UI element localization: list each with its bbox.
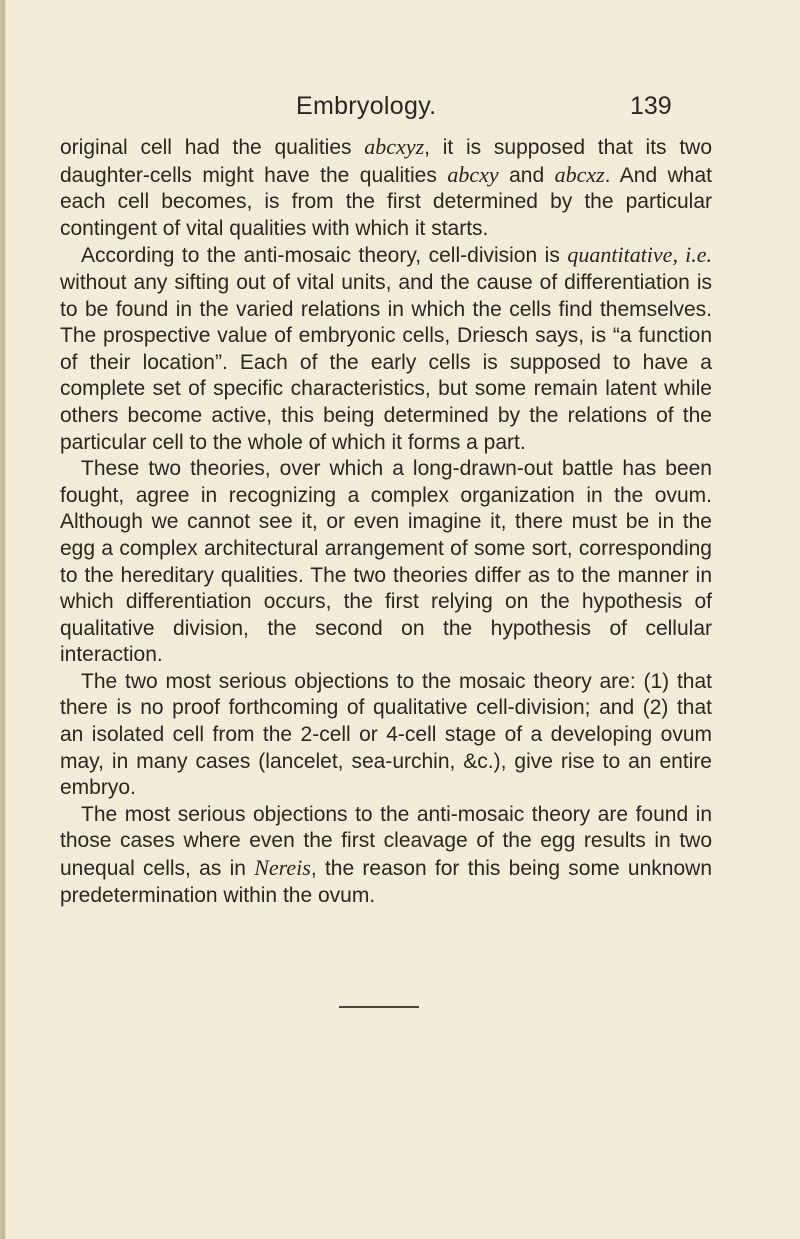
text-run: original cell had the qualities	[60, 136, 365, 159]
italic-run: Nereis	[254, 855, 311, 881]
italic-run: abcxz	[554, 161, 605, 187]
body-text	[60, 134, 712, 909]
text-run: According to the anti-mosaic theory, cell-division is	[81, 244, 568, 268]
book-page	[18, 0, 800, 1239]
text-run: . And what each cell becomes, is from the first determined by the particular contingent of vital qualities with which it starts.	[60, 163, 712, 240]
paragraph-1	[60, 134, 712, 242]
text-run: and	[498, 163, 555, 187]
end-rule-divider	[339, 1006, 419, 1008]
page-header	[18, 90, 800, 130]
text-run: The two most serious objections to the mosaic theory are: (1) that there is no proof forthcoming of qualitative cell-division; and (2) that an isolated cell from the 2-cell or 4-cell stage of a developing ovum may, in many cases (lancelet, sea-urchin, &c.), give rise to an entire embryo.	[60, 669, 712, 800]
paragraph-2	[60, 242, 712, 456]
paragraph-5	[60, 802, 712, 909]
text-run: without any sifting out of vital units, and the cause of differentiation is to be found in the varied relations in which the cells find themselves. The prospective value of embryonic cells, Driesch says, is “a function of their location”. Each of the early cells is supposed to have a complete set of specific characteristics, but some remain latent while others become active, this being determined by the relations of the particular cell to the whole of which it forms a part.	[60, 270, 712, 454]
paragraph-4	[60, 669, 712, 802]
page-number: 139	[630, 92, 672, 120]
italic-run: quantitative, i.e.	[567, 242, 712, 268]
text-run: , it is supposed that its two daughter-cells might have the qualities	[60, 136, 712, 187]
book-spine-edge	[0, 0, 6, 1239]
running-title: Embryology.	[296, 92, 437, 120]
text-run: The most serious objections to the anti-mosaic theory are found in those cases where even the first cleavage of the egg results in two unequal cells, as in	[60, 802, 712, 881]
italic-run: abcxy	[447, 161, 499, 187]
paragraph-3	[60, 456, 712, 669]
text-run: These two theories, over which a long-drawn-out battle has been fought, agree in recognizing a complex organization in the ovum. Although we cannot see it, or even imagine it, there must be in the egg a complex architectural arrangement of some sort, corresponding to the hereditary qualities. The two theories differ as to the manner in which differentiation occurs, the first relying on the hypothesis of qualitative division, the second on the hypothesis of cellular interaction.	[60, 457, 712, 667]
text-run: , the reason for this being some unknown predetermination within the ovum.	[60, 857, 712, 907]
italic-run: abcxyz	[364, 134, 425, 159]
